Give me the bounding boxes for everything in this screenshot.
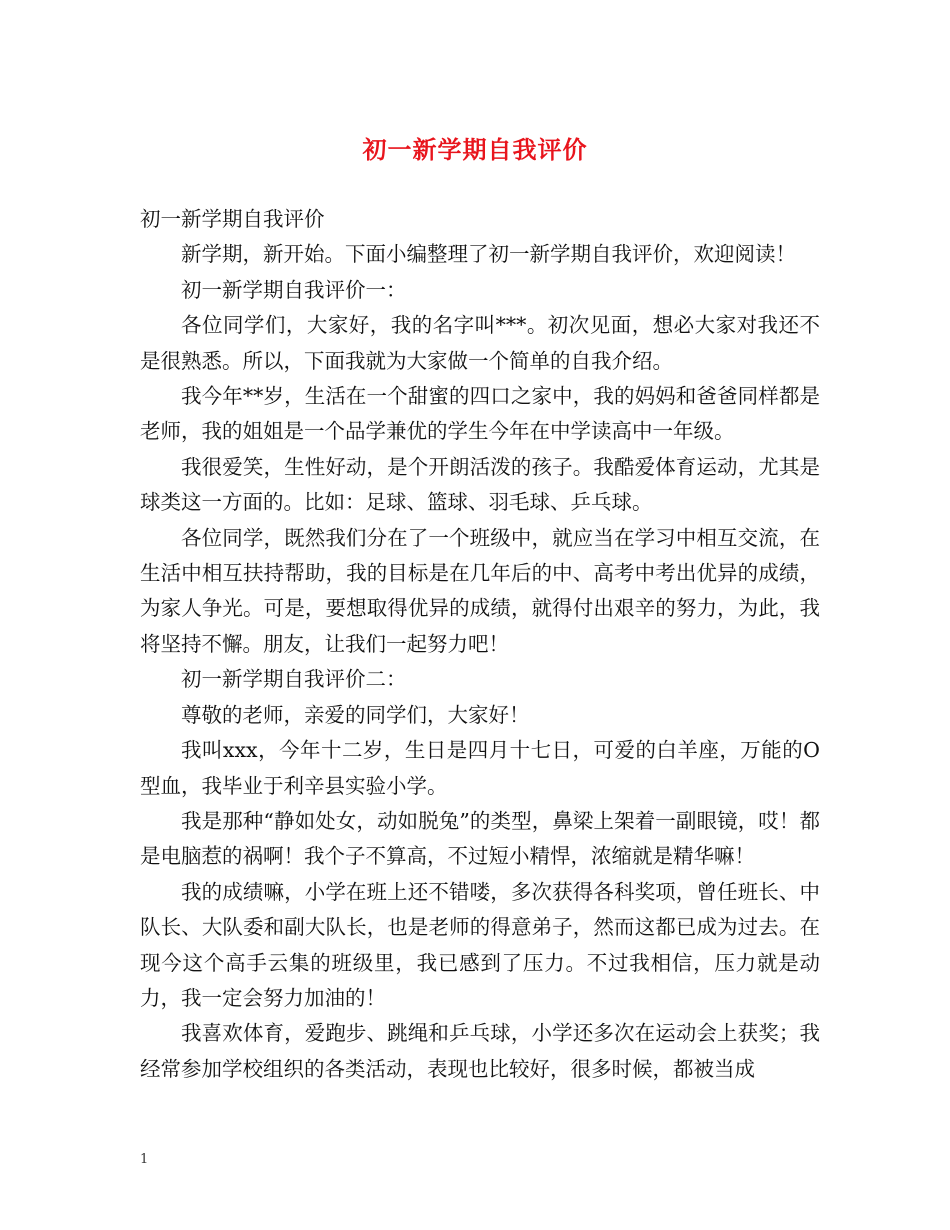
paragraph: 我是那种“静如处女，动如脱兔”的类型，鼻梁上架着一副眼镜，哎！都是电脑惹的祸啊！我个子不算高，不过短小精悍，浓缩就是精华嘛！ [140,808,820,869]
paragraph: 我很爱笑，生性好动，是个开朗活泼的孩子。我酷爱体育运动，尤其是球类这一方面的。比如：足球、篮球、羽毛球、乒乓球。 [140,454,820,515]
paragraph: 我今年**岁，生活在一个甜蜜的四口之家中，我的妈妈和爸爸同样都是老师，我的姐姐是一个品学兼优的学生今年在中学读高中一年级。 [140,384,820,444]
document-body [140,202,820,1087]
paragraph: 各位同学们，大家好，我的名字叫***。初次见面，想必大家对我还不是很熟悉。所以，下面我就为大家做一个简单的自我介绍。 [140,313,820,373]
paragraph: 我叫xxx，今年十二岁，生日是四月十七日，可爱的白羊座，万能的O型血，我毕业于利辛县实验小学。 [140,738,820,798]
paragraph: 新学期，新开始。下面小编整理了初一新学期自我评价，欢迎阅读！ [181,242,796,267]
page-number: 1 [140,1152,149,1167]
paragraph: 初一新学期自我评价一： [181,277,407,302]
paragraph: 初一新学期自我评价 [140,207,325,231]
paragraph: 初一新学期自我评价二： [181,667,407,692]
paragraph: 各位同学，既然我们分在了一个班级中，就应当在学习中相互交流，在生活中相互扶持帮助，我的目标是在几年后的中、高考中考出优异的成绩，为家人争光。可是，要想取得优异的成绩，就得付出艰辛的努力，为此，我将坚持不懈。朋友，让我们一起努力吧！ [140,525,820,656]
paragraph: 我喜欢体育，爱跑步、跳绳和乒乓球，小学还多次在运动会上获奖；我经常参加学校组织的各类活动，表现也比较好，很多时候，都被当成 [140,1021,820,1081]
document-title: 初一新学期自我评价 [362,135,588,164]
paragraph: 我的成绩嘛，小学在班上还不错喽，多次获得各科奖项，曾任班长、中队长、大队委和副大队长，也是老师的得意弟子，然而这都已成为过去。在现今这个高手云集的班级里，我已感到了压力。不过我相信，压力就是动力，我一定会努力加油的！ [140,879,820,1010]
paragraph: 尊敬的老师，亲爱的同学们，大家好！ [181,702,530,727]
